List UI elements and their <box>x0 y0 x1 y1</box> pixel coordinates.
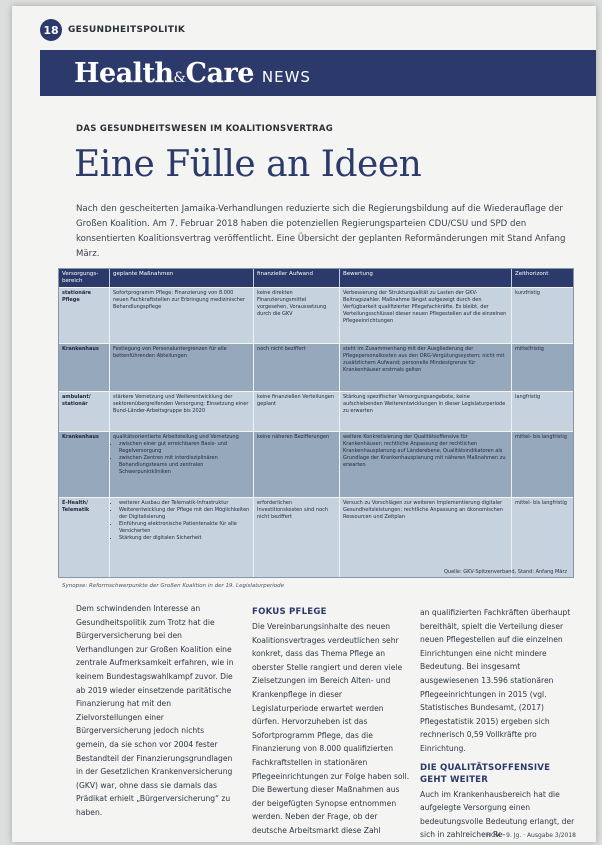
page-header <box>40 18 185 42</box>
measure-item: • Einführung elektronische Patientenakte für alle Versicherten <box>119 521 250 535</box>
section-heading: DIE QUALITÄTSOFFENSIVE GEHT WEITER <box>420 762 551 785</box>
table-row <box>59 343 573 391</box>
table-header-cell: Versorgungs-bereich <box>62 271 99 284</box>
table-cell-time: langfristig <box>511 392 573 431</box>
table-row <box>59 497 573 577</box>
article-lead: Nach den gescheiterten Jamaika-Verhandlungen reduzierte sich die Regierungsbildung auf die Wiederauflage der Großen Koalition. Am 7. Februar 2018 haben die potenziellen Regierungsparteien CDU/CSU und SPD den konsentierten Koalitionsvertrag veröffentlicht. Eine Übersicht der geplanten Reformänderungen mit Stand Anfang März. <box>76 204 566 259</box>
measure-item: • weiterer Ausbau der Telematik-Infrastruktur <box>119 500 250 507</box>
table-cell-cost: keine finanziellen Verteilungen geplant <box>253 392 339 431</box>
table-row <box>59 391 573 431</box>
section-label: GESUNDHEITSPOLITIK <box>68 25 186 35</box>
table-cell-time: kurzfristig <box>511 288 573 343</box>
table-row <box>59 431 573 497</box>
table-cell-measures <box>109 432 253 497</box>
body-paragraph: an qualifizierten Fachkräften überhaupt bereithält, spielt die Verteilung dieser neuen Pflegestellen auf die einzelnen Einrichtungen eine nicht mindere Bedeutung. Bei insgesamt ausgewiesenen 13.596 stationären Pflegeeinrichtungen in 2015 (vgl. Statistisches Bundesamt, (2017) Pflegestatistik 2015) ergeben sich rechnerisch 0,59 Vollkräfte pro Einrichtung. <box>420 608 571 753</box>
section-heading: FOKUS PFLEGE <box>252 607 327 617</box>
table-header-cell: finanzieller Aufwand <box>253 269 339 287</box>
table-cell-rating: steht im Zusammenhang mit der Ausgliederung der Pflegepersonalkosten aus den DRG-Vergütungssystem; nicht mit zusätzlichem Aufwand; personelle Mindestgrenze für Krankenhäuser erstmals gelten <box>339 344 511 391</box>
table-cell-measures: Festlegung von Personaluntergrenzen für alle bettenführenden Abteilungen <box>109 344 253 391</box>
brand-logo: Health&Care NEWS <box>74 57 311 89</box>
table-cell-rating: Versuch zu Vorschlägen zur weiteren Implementierung digitaler Gesundheitsleistungen; rechtliche Anpassung an ökonomischen Ressourcen und Zeitplan <box>339 498 511 577</box>
table-cell-rating: Verbesserung der Strukturqualität zu Lasten der GKV-Beitragszahler. Maßnahme längst aufgezeigt durch den Verfügbarkeit qualifizierter Pflegefachkräfte. Es bleibt, der Verteilungsschlüssel dieser neuen Pflegestellen auf die einzelnen Pflegeeinrichtungen <box>339 288 511 343</box>
page-number: 18 <box>40 19 62 41</box>
measure-item: • zwischen einer gut erreichbaren Basis- und Regelversorgung <box>119 441 250 455</box>
article-title: Eine Fülle an Ideen <box>74 144 422 185</box>
magazine-page <box>12 6 596 842</box>
body-column-1 <box>76 602 236 820</box>
table-cell-time: mittel- bis langfristig <box>511 432 573 497</box>
measure-item: • Weiterentwicklung der Pflege mit den Möglichkeiten der Digitalisierung <box>119 507 250 521</box>
table-cell-cost: keine direkten Finanzierungsmittel vorgesehen, Voraussetzung durch die GKV <box>253 288 339 343</box>
table-cell-rating: Stärkung spezifischer Versorgungsangebote, keine aufschiebenden Weiterentwicklungen in dieser Legislaturperiode zu erwarten <box>339 392 511 431</box>
table-cell-time: mittelfristig <box>511 344 573 391</box>
body-paragraph: Die Vereinbarungsinhalte des neuen Koalitionsvertrages verdeutlichen sehr konkret, dass das Thema Pflege an oberster Stelle rangiert und deren viele Zielsetzungen im Bereich Alten- und Krankenpflege in dieser Legislaturperiode erwartet werden dürfen. Hervorzuheben ist das Sofortprogramm Pflege, das die Finanzierung von 8.000 qualifizierten Fachkraftstellen in stationären Pflegeeinrichtungen zur Folge haben soll. Die Bewertung dieser Maßnahmen aus der beigefügten Synopse entnommen werden. Neben der Frage, ob der deutsche Arbeitsmarkt diese Zahl <box>252 622 410 835</box>
table-header-cell: geplante Maßnahmen <box>109 269 253 287</box>
page-footer: HCM · 9. Jg. · Ausgabe 3/2018 <box>486 832 576 839</box>
table-source-credit: Quelle: GKV-Spitzenverband, Stand: Anfang März <box>443 569 567 575</box>
table-cell-cost: keine näheren Bezifferungen <box>253 432 339 497</box>
table-cell-area: Krankenhaus <box>62 346 99 352</box>
table-cell-area: E-Health/ Telematik <box>62 500 90 513</box>
table-cell-cost: noch nicht beziffert <box>253 344 339 391</box>
measure-item: • Stärkung der digitalen Sicherheit <box>119 535 250 542</box>
table-cell-time: mittel- bis langfristig <box>511 498 573 577</box>
body-column-2 <box>252 606 410 838</box>
table-cell-measures <box>109 498 253 577</box>
table-cell-cost: erforderlichen Investitionskosten sind noch nicht beziffert <box>253 498 339 577</box>
table-cell-area: Krankenhaus <box>62 434 99 440</box>
magazine-banner <box>40 50 596 96</box>
table-cell-measures: Sofortprogramm Pflege: Finanzierung von 8.000 neuen Fachkraftstellen zur Erbringung medizinischer Behandlungspflege <box>109 288 253 343</box>
table-caption: Synopse: Reformschwerpunkte der Großen Koalition in der 19. Legislaturperiode <box>62 583 285 589</box>
table-header-row <box>59 269 573 287</box>
table-header-cell: Zeithorizont <box>511 269 573 287</box>
table-header-cell: Bewertung <box>339 269 511 287</box>
table-cell-measures: stärkere Vernetzung und Weiterentwicklung der sektorenübergreifenden Versorgung; Einsetzung einer Bund-Länder-Arbeitsgruppe bis 2020 <box>109 392 253 431</box>
table-cell-rating: weitere Konkretisierung der Qualitätsoffensive für Krankenhäuser; rechtliche Anpassung der rechtlichen Krankenhausplanung auf Länderebene, Qualitätsindikatoren als Grundlage der Krankenhausplanung mit näheren Maßnahmen zu erwarten <box>339 432 511 497</box>
table-row <box>59 287 573 343</box>
measure-text: qualitätsorientierte Arbeitsteilung und Vernetzung <box>113 434 239 440</box>
table-cell-area: stationäre Pflege <box>62 290 92 303</box>
measure-item: • zwischen Zentren mit interdisziplinären Behandlungsteams und zentralen Schwerpunktkliniken <box>119 455 250 476</box>
body-paragraph: Dem schwindenden Interesse an Gesundheitspolitik zum Trotz hat die Bürgerversicherung bei den Verhandlungen zur Großen Koalition eine zentrale Aufmerksamkeit erfahren, wie in keinem Bundestagswahlkampf zuvor. Die ab 2019 wieder einsetzende paritätische Finanzierung hat mit den Zielvorstellungen einer Bürgerversicherung jedoch nichts gemein, da sie schon vor 2004 fester Bestandteil der Finanzierungsgrundlagen in der Gesetzlichen Krankenversicherung (GKV) war, ohne dass sie damals das Prädikat erhielt „Bürgerversicherung“ zu haben. <box>76 604 234 817</box>
synopsis-table <box>58 268 574 578</box>
body-paragraph: Auch im Krankenhausbereich hat die aufgelegte Versorgung einen bedeutungsvolle Bedeutung erlangt, der sich in zahlreichen Re- <box>420 789 575 840</box>
article-kicker: DAS GESUNDHEITSWESEN IM KOALITIONSVERTRAG <box>76 124 333 134</box>
table-cell-area: ambulant/ stationär <box>62 394 91 407</box>
body-column-3 <box>420 606 578 842</box>
